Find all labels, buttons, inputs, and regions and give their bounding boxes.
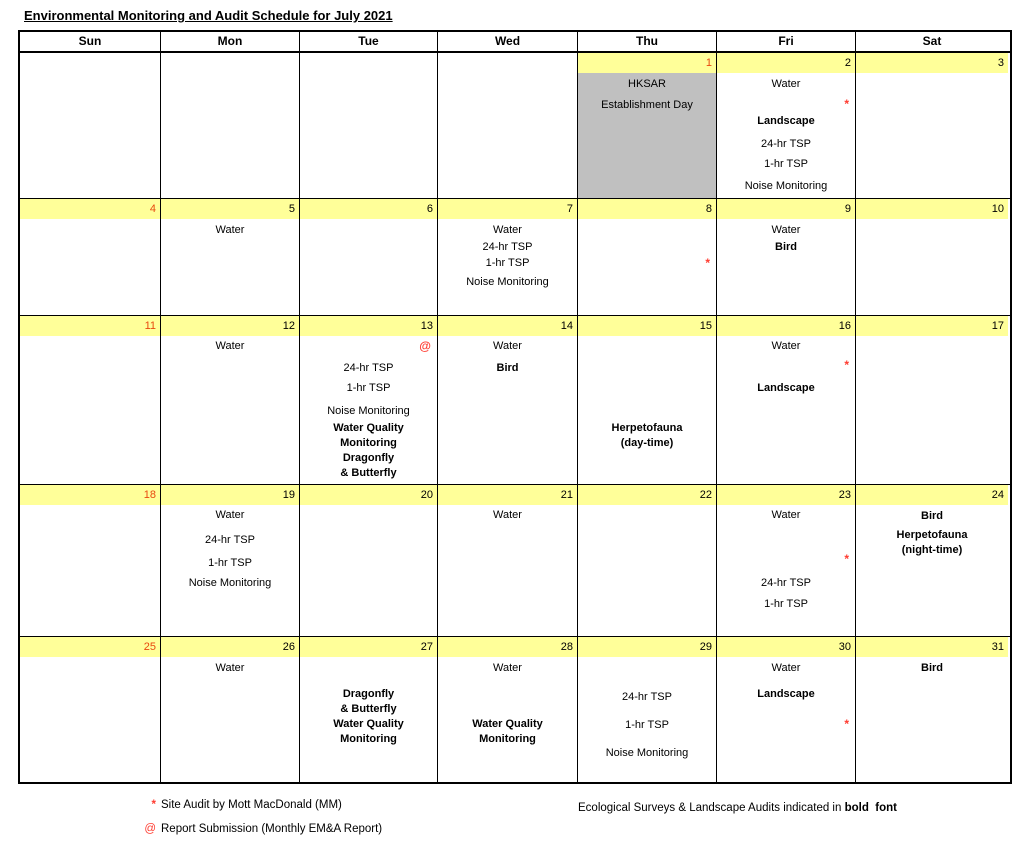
day-number: 3 [997,57,1004,69]
page-title: Environmental Monitoring and Audit Schedule for July 2021 [24,8,393,23]
day-number: 14 [560,320,573,332]
weekday-header-mon: Mon [160,32,299,51]
activity-label: Water [493,509,522,521]
day-number: 15 [699,320,712,332]
day-number: 7 [566,203,573,215]
activity-label: Landscape [757,688,815,700]
day-number: 19 [282,489,295,501]
day-cell-5 [160,199,299,315]
day-strip [300,485,437,505]
activity-label: Bird [921,662,943,674]
report-submission-marker: @ [419,339,431,353]
day-strip [578,637,716,657]
holiday-label: Establishment Day [601,99,693,111]
day-strip [856,485,1008,505]
activity-label: Herpetofauna [896,529,968,541]
activity-label: Water [771,78,801,90]
day-cell-4 [20,199,160,315]
day-cell-1 [577,53,716,198]
activity-label: & Butterfly [340,467,397,479]
site-audit-marker: * [844,358,849,372]
day-number: 1 [705,57,712,69]
activity-label: Monitoring [479,733,536,745]
weekday-header-wed: Wed [437,32,577,51]
day-number: 9 [844,203,851,215]
activity-label: Noise Monitoring [605,747,689,759]
day-number: 6 [426,203,433,215]
day-strip [300,637,437,657]
activity-label: 24-hr TSP [482,241,533,253]
day-number: 12 [282,320,295,332]
day-number: 25 [143,641,156,653]
day-strip [717,316,855,336]
day-number: 30 [838,641,851,653]
day-number: 21 [560,489,573,501]
day-strip [578,485,716,505]
activity-label: Water [771,662,801,674]
report-submission-marker: @ [144,823,156,835]
day-number: 17 [991,320,1004,332]
day-cell-26 [160,637,299,782]
weekday-header-tue: Tue [299,32,437,51]
day-cell-23 [716,485,855,636]
day-cell-18 [20,485,160,636]
day-strip [856,637,1008,657]
legend-bold-note-bold: bold font [844,802,897,814]
day-cell-8 [577,199,716,315]
day-cell-3 [855,53,1008,198]
day-strip [717,637,855,657]
activity-label: 1-hr TSP [208,557,252,569]
activity-label: Water [493,340,522,352]
day-number: 11 [144,320,156,332]
activity-label: Noise Monitoring [466,276,549,288]
activity-label: 1-hr TSP [764,598,808,610]
day-strip [161,637,299,657]
day-cell-25 [20,637,160,782]
day-strip [161,316,299,336]
week-row-5 [20,636,1010,782]
day-strip [20,199,160,219]
day-number: 16 [838,320,851,332]
activity-label: 1-hr TSP [346,382,391,394]
day-number: 31 [991,641,1004,653]
activity-label: Water [493,224,522,236]
day-cell-22 [577,485,716,636]
day-cell-16 [716,316,855,484]
site-audit-marker: * [844,717,849,731]
day-number: 26 [282,641,295,653]
activity-label: Bird [775,241,797,253]
activity-label: (day-time) [620,437,674,449]
day-cell-31 [855,637,1008,782]
site-audit-marker: * [151,799,156,811]
day-cell-11 [20,316,160,484]
day-cell-12 [160,316,299,484]
weekday-header-sat: Sat [855,32,1008,51]
day-number: 29 [699,641,712,653]
day-strip [717,53,855,73]
day-cell [20,53,160,198]
day-number: 20 [420,489,433,501]
activity-label: Dragonfly [342,452,395,464]
day-cell-29 [577,637,716,782]
activity-label: 1-hr TSP [764,158,808,170]
day-number: 5 [288,203,295,215]
activity-label: 24-hr TSP [622,691,672,703]
activity-label: Monitoring [340,437,397,449]
day-number: 2 [844,57,851,69]
day-strip [856,199,1008,219]
day-strip [856,53,1008,73]
day-strip [717,485,855,505]
activity-label: 24-hr TSP [761,138,811,150]
activity-label: Landscape [757,382,815,394]
legend-report-submission [140,822,382,836]
day-cell-15 [577,316,716,484]
activity-label: Noise Monitoring [188,577,272,589]
day-cell-19 [160,485,299,636]
week-row-3 [20,315,1010,484]
day-strip [20,637,160,657]
day-strip [300,199,437,219]
day-cell-10 [855,199,1008,315]
day-cell-30 [716,637,855,782]
day-cell-21 [437,485,577,636]
day-number: 4 [149,203,156,215]
week-row-4 [20,484,1010,636]
activity-label: 1-hr TSP [485,257,530,269]
activity-label: Bird [921,510,943,522]
activity-label: 24-hr TSP [205,534,255,546]
holiday-label: HKSAR [628,78,666,90]
day-strip [20,316,160,336]
site-audit-marker: * [844,552,849,566]
day-strip [438,199,577,219]
day-strip [438,485,577,505]
activity-label: Water Quality [472,718,543,730]
day-number: 8 [705,203,712,215]
day-strip [438,637,577,657]
legend-bold-note-prefix: Ecological Surveys & Landscape Audits indicated in [578,802,845,814]
day-cell-20 [299,485,437,636]
day-cell [437,53,577,198]
day-number: 28 [560,641,573,653]
activity-label: Monitoring [340,733,397,745]
day-strip [578,53,716,73]
legend-bold-note [578,801,897,815]
activity-label: (night-time) [901,544,963,556]
day-strip [578,316,716,336]
activity-label: Landscape [757,115,815,127]
day-strip [300,316,437,336]
holiday-block [578,73,716,198]
day-number: 22 [699,489,712,501]
weekday-header-fri: Fri [716,32,855,51]
activity-label: 1-hr TSP [625,719,669,731]
activity-label: Noise Monitoring [744,180,828,192]
day-cell-9 [716,199,855,315]
day-number: 27 [420,641,433,653]
activity-label: Water [493,662,522,674]
activity-label: Water [771,509,801,521]
day-cell-13 [299,316,437,484]
day-number: 18 [143,489,156,501]
activity-label: & Butterfly [340,703,397,715]
activity-label: Water [215,509,245,521]
weekday-header-row [20,32,1010,53]
activity-label: Water Quality [333,718,404,730]
calendar-table [18,30,1012,784]
day-strip [578,199,716,219]
activity-label: Noise Monitoring [327,405,410,417]
day-cell [160,53,299,198]
activity-label: Water Quality [333,422,404,434]
week-row-2 [20,198,1010,315]
day-cell-7 [437,199,577,315]
day-cell-17 [855,316,1008,484]
activity-label: Water [215,340,245,352]
day-cell-24 [855,485,1008,636]
day-strip [161,199,299,219]
week-row-1 [20,53,1010,198]
day-number: 10 [991,203,1004,215]
activity-label: Water [771,340,801,352]
day-cell-28 [437,637,577,782]
activity-label: Bird [496,362,519,374]
activity-label: Water [215,224,245,236]
activity-label: 24-hr TSP [761,577,811,589]
weekday-header-thu: Thu [577,32,716,51]
day-cell-14 [437,316,577,484]
site-audit-marker: * [705,256,710,270]
day-cell-6 [299,199,437,315]
day-strip [717,199,855,219]
weekday-header-sun: Sun [78,34,102,48]
day-cell-27 [299,637,437,782]
day-strip [161,485,299,505]
activity-label: 24-hr TSP [343,362,394,374]
activity-label: Dragonfly [342,688,395,700]
legend-site-audit [140,798,342,812]
activity-label: Herpetofauna [611,422,683,434]
day-strip [856,316,1008,336]
day-cell-2 [716,53,855,198]
day-cell [299,53,437,198]
day-strip [20,485,160,505]
day-number: 13 [420,320,433,332]
day-strip [438,316,577,336]
legend-site-audit-text: Site Audit by Mott MacDonald (MM) [161,799,342,811]
day-number: 23 [838,489,851,501]
activity-label: Water [771,224,801,236]
day-number: 24 [991,489,1004,501]
site-audit-marker: * [844,97,849,111]
legend-report-text: Report Submission (Monthly EM&A Report) [161,823,383,835]
activity-label: Water [215,662,245,674]
